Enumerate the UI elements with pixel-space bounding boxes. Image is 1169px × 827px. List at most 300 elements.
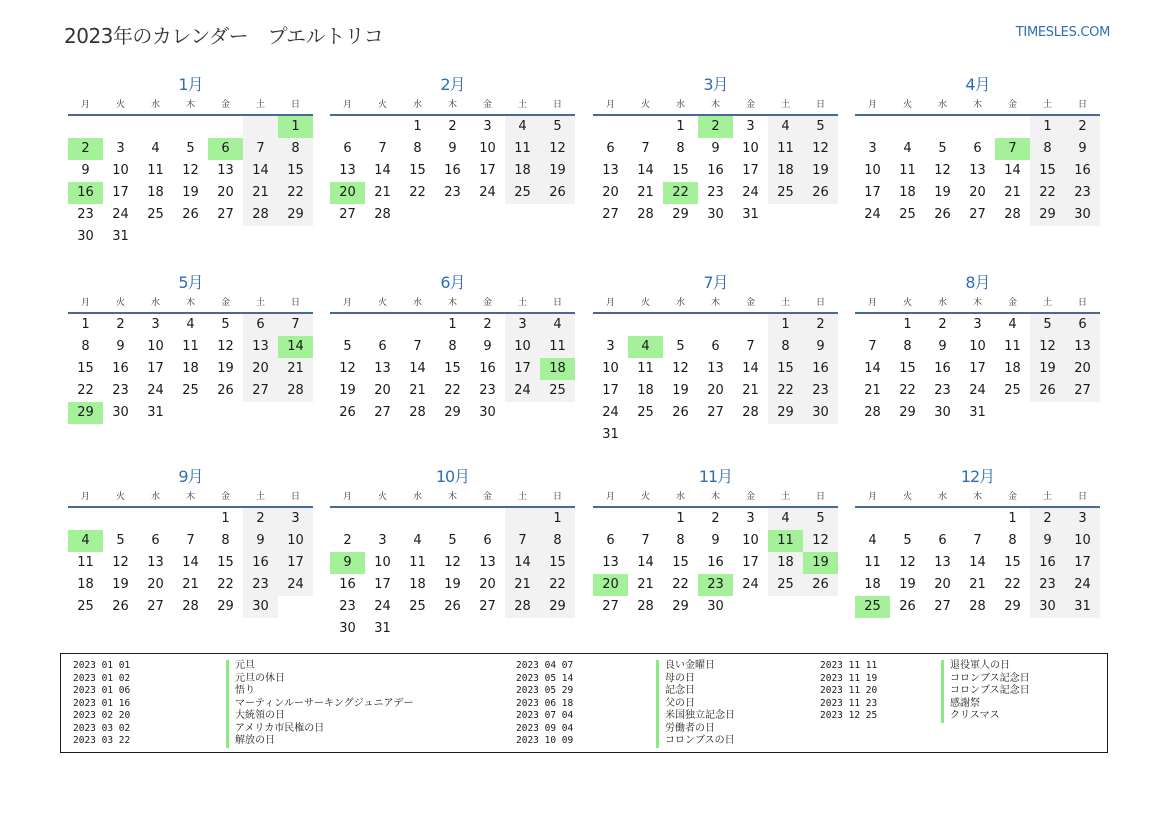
- day-cell[interactable]: 31: [1065, 596, 1100, 618]
- day-cell[interactable]: 23: [112, 383, 129, 398]
- day-cell[interactable]: 15: [672, 163, 689, 178]
- day-cell[interactable]: 23: [1065, 182, 1100, 204]
- day-cell[interactable]: 21: [505, 574, 540, 596]
- day-cell[interactable]: 9: [448, 141, 457, 156]
- day-cell[interactable]: 19: [803, 160, 838, 182]
- day-cell[interactable]: 5: [938, 141, 947, 156]
- day-cell[interactable]: 14: [278, 336, 313, 358]
- day-cell[interactable]: 22: [768, 380, 803, 402]
- day-cell[interactable]: 5: [343, 339, 352, 354]
- day-cell[interactable]: 16: [934, 361, 951, 376]
- day-cell[interactable]: 7: [378, 141, 387, 156]
- day-cell[interactable]: 16: [1030, 552, 1065, 574]
- day-cell[interactable]: 28: [1004, 207, 1021, 222]
- day-cell[interactable]: 15: [540, 552, 575, 574]
- day-cell[interactable]: 9: [116, 339, 125, 354]
- day-cell[interactable]: 26: [899, 599, 916, 614]
- day-cell[interactable]: 18: [147, 185, 164, 200]
- day-cell[interactable]: 12: [899, 555, 916, 570]
- day-cell[interactable]: 20: [147, 577, 164, 592]
- day-cell[interactable]: 27: [969, 207, 986, 222]
- day-cell[interactable]: 16: [707, 163, 724, 178]
- day-cell[interactable]: 25: [637, 405, 654, 420]
- day-cell[interactable]: 28: [243, 204, 278, 226]
- day-cell[interactable]: 15: [899, 361, 916, 376]
- day-cell[interactable]: 11: [540, 336, 575, 358]
- day-cell[interactable]: 6: [483, 533, 492, 548]
- day-cell[interactable]: 15: [1004, 555, 1021, 570]
- day-cell[interactable]: 23: [479, 383, 496, 398]
- day-cell[interactable]: 24: [278, 574, 313, 596]
- day-cell[interactable]: 22: [217, 577, 234, 592]
- day-cell[interactable]: 19: [182, 185, 199, 200]
- day-cell[interactable]: 24: [505, 380, 540, 402]
- day-cell[interactable]: 29: [540, 596, 575, 618]
- day-cell[interactable]: 4: [903, 141, 912, 156]
- day-cell[interactable]: 10: [479, 141, 496, 156]
- day-cell[interactable]: 15: [77, 361, 94, 376]
- day-cell[interactable]: 14: [409, 361, 426, 376]
- day-cell[interactable]: 12: [182, 163, 199, 178]
- day-cell[interactable]: 2: [711, 511, 720, 526]
- day-cell[interactable]: 21: [409, 383, 426, 398]
- day-cell[interactable]: 25: [409, 599, 426, 614]
- day-cell[interactable]: 12: [217, 339, 234, 354]
- day-cell[interactable]: 18: [768, 552, 803, 574]
- day-cell[interactable]: 4: [768, 508, 803, 530]
- day-cell[interactable]: 9: [243, 530, 278, 552]
- day-cell[interactable]: 21: [969, 577, 986, 592]
- day-cell[interactable]: 6: [378, 339, 387, 354]
- day-cell[interactable]: 8: [81, 339, 90, 354]
- day-cell[interactable]: 7: [973, 533, 982, 548]
- day-cell[interactable]: 28: [182, 599, 199, 614]
- day-cell[interactable]: 9: [803, 336, 838, 358]
- day-cell[interactable]: 17: [742, 555, 759, 570]
- day-cell[interactable]: 20: [243, 358, 278, 380]
- day-cell[interactable]: 29: [672, 599, 689, 614]
- day-cell[interactable]: 19: [444, 577, 461, 592]
- day-cell[interactable]: 2: [1065, 116, 1100, 138]
- day-cell[interactable]: 21: [637, 185, 654, 200]
- day-cell[interactable]: 28: [742, 405, 759, 420]
- day-cell[interactable]: 25: [855, 596, 890, 618]
- day-cell[interactable]: 5: [803, 508, 838, 530]
- day-cell[interactable]: 6: [711, 339, 720, 354]
- day-cell[interactable]: 30: [707, 207, 724, 222]
- day-cell[interactable]: 25: [1004, 383, 1021, 398]
- day-cell[interactable]: 26: [182, 207, 199, 222]
- day-cell[interactable]: 21: [182, 577, 199, 592]
- day-cell[interactable]: 4: [868, 533, 877, 548]
- day-cell[interactable]: 21: [742, 383, 759, 398]
- day-cell[interactable]: 13: [147, 555, 164, 570]
- day-cell[interactable]: 4: [628, 336, 663, 358]
- day-cell[interactable]: 7: [641, 533, 650, 548]
- day-cell[interactable]: 17: [112, 185, 129, 200]
- day-cell[interactable]: 12: [540, 138, 575, 160]
- day-cell[interactable]: 29: [278, 204, 313, 226]
- day-cell[interactable]: 16: [803, 358, 838, 380]
- day-cell[interactable]: 30: [339, 621, 356, 636]
- day-cell[interactable]: 7: [995, 138, 1030, 160]
- day-cell[interactable]: 17: [479, 163, 496, 178]
- day-cell[interactable]: 12: [1030, 336, 1065, 358]
- day-cell[interactable]: 19: [339, 383, 356, 398]
- day-cell[interactable]: 29: [899, 405, 916, 420]
- day-cell[interactable]: 22: [1030, 182, 1065, 204]
- day-cell[interactable]: 3: [151, 317, 160, 332]
- day-cell[interactable]: 26: [672, 405, 689, 420]
- day-cell[interactable]: 10: [742, 141, 759, 156]
- day-cell[interactable]: 18: [768, 160, 803, 182]
- day-cell[interactable]: 15: [217, 555, 234, 570]
- day-cell[interactable]: 5: [221, 317, 230, 332]
- day-cell[interactable]: 6: [208, 138, 243, 160]
- day-cell[interactable]: 12: [112, 555, 129, 570]
- day-cell[interactable]: 17: [505, 358, 540, 380]
- day-cell[interactable]: 15: [278, 160, 313, 182]
- day-cell[interactable]: 26: [217, 383, 234, 398]
- day-cell[interactable]: 5: [116, 533, 125, 548]
- day-cell[interactable]: 4: [768, 116, 803, 138]
- day-cell[interactable]: 24: [374, 599, 391, 614]
- day-cell[interactable]: 1: [676, 119, 685, 134]
- day-cell[interactable]: 28: [278, 380, 313, 402]
- day-cell[interactable]: 21: [278, 358, 313, 380]
- day-cell[interactable]: 18: [1004, 361, 1021, 376]
- day-cell[interactable]: 23: [1030, 574, 1065, 596]
- day-cell[interactable]: 17: [969, 361, 986, 376]
- day-cell[interactable]: 14: [637, 163, 654, 178]
- day-cell[interactable]: 30: [934, 405, 951, 420]
- day-cell[interactable]: 19: [899, 577, 916, 592]
- day-cell[interactable]: 11: [147, 163, 164, 178]
- day-cell[interactable]: 30: [1065, 204, 1100, 226]
- day-cell[interactable]: 19: [112, 577, 129, 592]
- day-cell[interactable]: 4: [413, 533, 422, 548]
- day-cell[interactable]: 27: [147, 599, 164, 614]
- day-cell[interactable]: 13: [602, 163, 619, 178]
- day-cell[interactable]: 14: [1004, 163, 1021, 178]
- day-cell[interactable]: 18: [540, 358, 575, 380]
- day-cell[interactable]: 23: [934, 383, 951, 398]
- day-cell[interactable]: 1: [768, 314, 803, 336]
- day-cell[interactable]: 3: [746, 511, 755, 526]
- day-cell[interactable]: 6: [1065, 314, 1100, 336]
- day-cell[interactable]: 5: [676, 339, 685, 354]
- day-cell[interactable]: 18: [637, 383, 654, 398]
- day-cell[interactable]: 29: [672, 207, 689, 222]
- day-cell[interactable]: 22: [899, 383, 916, 398]
- day-cell[interactable]: 1: [221, 511, 230, 526]
- day-cell[interactable]: 25: [147, 207, 164, 222]
- day-cell[interactable]: 18: [864, 577, 881, 592]
- day-cell[interactable]: 6: [973, 141, 982, 156]
- day-cell[interactable]: 11: [637, 361, 654, 376]
- day-cell[interactable]: 12: [803, 530, 838, 552]
- day-cell[interactable]: 2: [68, 138, 103, 160]
- day-cell[interactable]: 21: [243, 182, 278, 204]
- day-cell[interactable]: 24: [479, 185, 496, 200]
- day-cell[interactable]: 30: [1030, 596, 1065, 618]
- day-cell[interactable]: 7: [186, 533, 195, 548]
- day-cell[interactable]: 18: [505, 160, 540, 182]
- day-cell[interactable]: 20: [602, 185, 619, 200]
- day-cell[interactable]: 10: [602, 361, 619, 376]
- day-cell[interactable]: 1: [1030, 116, 1065, 138]
- day-cell[interactable]: 13: [217, 163, 234, 178]
- day-cell[interactable]: 22: [444, 383, 461, 398]
- day-cell[interactable]: 24: [742, 185, 759, 200]
- day-cell[interactable]: 16: [1065, 160, 1100, 182]
- day-cell[interactable]: 2: [116, 317, 125, 332]
- day-cell[interactable]: 23: [77, 207, 94, 222]
- day-cell[interactable]: 26: [540, 182, 575, 204]
- day-cell[interactable]: 15: [768, 358, 803, 380]
- day-cell[interactable]: 16: [339, 577, 356, 592]
- day-cell[interactable]: 9: [938, 339, 947, 354]
- day-cell[interactable]: 2: [803, 314, 838, 336]
- day-cell[interactable]: 24: [602, 405, 619, 420]
- day-cell[interactable]: 4: [68, 530, 103, 552]
- day-cell[interactable]: 17: [278, 552, 313, 574]
- day-cell[interactable]: 21: [864, 383, 881, 398]
- day-cell[interactable]: 26: [444, 599, 461, 614]
- day-cell[interactable]: 15: [409, 163, 426, 178]
- day-cell[interactable]: 13: [374, 361, 391, 376]
- day-cell[interactable]: 15: [1030, 160, 1065, 182]
- day-cell[interactable]: 9: [711, 141, 720, 156]
- day-cell[interactable]: 11: [899, 163, 916, 178]
- day-cell[interactable]: 24: [969, 383, 986, 398]
- day-cell[interactable]: 5: [1030, 314, 1065, 336]
- day-cell[interactable]: 16: [68, 182, 103, 204]
- day-cell[interactable]: 20: [217, 185, 234, 200]
- day-cell[interactable]: 20: [330, 182, 365, 204]
- day-cell[interactable]: 13: [1065, 336, 1100, 358]
- day-cell[interactable]: 21: [637, 577, 654, 592]
- day-cell[interactable]: 26: [1030, 380, 1065, 402]
- day-cell[interactable]: 13: [707, 361, 724, 376]
- day-cell[interactable]: 30: [479, 405, 496, 420]
- day-cell[interactable]: 25: [899, 207, 916, 222]
- day-cell[interactable]: 3: [378, 533, 387, 548]
- day-cell[interactable]: 5: [186, 141, 195, 156]
- day-cell[interactable]: 19: [217, 361, 234, 376]
- day-cell[interactable]: 20: [1065, 358, 1100, 380]
- day-cell[interactable]: 16: [243, 552, 278, 574]
- day-cell[interactable]: 6: [606, 533, 615, 548]
- day-cell[interactable]: 3: [746, 119, 755, 134]
- day-cell[interactable]: 19: [540, 160, 575, 182]
- day-cell[interactable]: 3: [505, 314, 540, 336]
- day-cell[interactable]: 7: [746, 339, 755, 354]
- day-cell[interactable]: 27: [479, 599, 496, 614]
- day-cell[interactable]: 17: [1065, 552, 1100, 574]
- day-cell[interactable]: 9: [1030, 530, 1065, 552]
- day-cell[interactable]: 10: [147, 339, 164, 354]
- day-cell[interactable]: 25: [540, 380, 575, 402]
- day-cell[interactable]: 10: [278, 530, 313, 552]
- day-cell[interactable]: 1: [1008, 511, 1017, 526]
- day-cell[interactable]: 6: [343, 141, 352, 156]
- day-cell[interactable]: 7: [868, 339, 877, 354]
- day-cell[interactable]: 22: [278, 182, 313, 204]
- day-cell[interactable]: 1: [413, 119, 422, 134]
- day-cell[interactable]: 25: [768, 182, 803, 204]
- day-cell[interactable]: 11: [1004, 339, 1021, 354]
- day-cell[interactable]: 30: [243, 596, 278, 618]
- day-cell[interactable]: 11: [768, 530, 803, 552]
- day-cell[interactable]: 9: [711, 533, 720, 548]
- day-cell[interactable]: 7: [278, 314, 313, 336]
- day-cell[interactable]: 22: [540, 574, 575, 596]
- day-cell[interactable]: 2: [698, 116, 733, 138]
- day-cell[interactable]: 18: [899, 185, 916, 200]
- day-cell[interactable]: 17: [374, 577, 391, 592]
- day-cell[interactable]: 6: [243, 314, 278, 336]
- day-cell[interactable]: 28: [409, 405, 426, 420]
- day-cell[interactable]: 24: [147, 383, 164, 398]
- day-cell[interactable]: 14: [505, 552, 540, 574]
- day-cell[interactable]: 1: [278, 116, 313, 138]
- day-cell[interactable]: 21: [1004, 185, 1021, 200]
- day-cell[interactable]: 13: [969, 163, 986, 178]
- day-cell[interactable]: 24: [742, 577, 759, 592]
- day-cell[interactable]: 2: [243, 508, 278, 530]
- day-cell[interactable]: 27: [934, 599, 951, 614]
- day-cell[interactable]: 19: [672, 383, 689, 398]
- day-cell[interactable]: 30: [112, 405, 129, 420]
- day-cell[interactable]: 1: [540, 508, 575, 530]
- day-cell[interactable]: 11: [768, 138, 803, 160]
- day-cell[interactable]: 29: [444, 405, 461, 420]
- day-cell[interactable]: 27: [1065, 380, 1100, 402]
- day-cell[interactable]: 22: [663, 182, 698, 204]
- day-cell[interactable]: 26: [934, 207, 951, 222]
- day-cell[interactable]: 10: [112, 163, 129, 178]
- day-cell[interactable]: 28: [374, 207, 391, 222]
- day-cell[interactable]: 22: [1004, 577, 1021, 592]
- day-cell[interactable]: 29: [217, 599, 234, 614]
- day-cell[interactable]: 23: [444, 185, 461, 200]
- day-cell[interactable]: 3: [973, 317, 982, 332]
- day-cell[interactable]: 2: [483, 317, 492, 332]
- day-cell[interactable]: 10: [864, 163, 881, 178]
- day-cell[interactable]: 14: [243, 160, 278, 182]
- day-cell[interactable]: 1: [448, 317, 457, 332]
- day-cell[interactable]: 10: [742, 533, 759, 548]
- day-cell[interactable]: 8: [278, 138, 313, 160]
- day-cell[interactable]: 14: [182, 555, 199, 570]
- day-cell[interactable]: 24: [112, 207, 129, 222]
- day-cell[interactable]: 29: [68, 402, 103, 424]
- day-cell[interactable]: 13: [243, 336, 278, 358]
- day-cell[interactable]: 14: [969, 555, 986, 570]
- day-cell[interactable]: 25: [77, 599, 94, 614]
- day-cell[interactable]: 2: [1030, 508, 1065, 530]
- day-cell[interactable]: 4: [186, 317, 195, 332]
- day-cell[interactable]: 26: [803, 574, 838, 596]
- day-cell[interactable]: 16: [479, 361, 496, 376]
- day-cell[interactable]: 13: [339, 163, 356, 178]
- day-cell[interactable]: 8: [676, 533, 685, 548]
- day-cell[interactable]: 31: [742, 207, 759, 222]
- day-cell[interactable]: 28: [637, 599, 654, 614]
- day-cell[interactable]: 3: [606, 339, 615, 354]
- day-cell[interactable]: 2: [448, 119, 457, 134]
- day-cell[interactable]: 8: [1008, 533, 1017, 548]
- day-cell[interactable]: 11: [409, 555, 426, 570]
- day-cell[interactable]: 1: [676, 511, 685, 526]
- day-cell[interactable]: 13: [934, 555, 951, 570]
- day-cell[interactable]: 29: [1004, 599, 1021, 614]
- day-cell[interactable]: 8: [676, 141, 685, 156]
- day-cell[interactable]: 3: [868, 141, 877, 156]
- day-cell[interactable]: 28: [864, 405, 881, 420]
- day-cell[interactable]: 28: [637, 207, 654, 222]
- day-cell[interactable]: 2: [938, 317, 947, 332]
- day-cell[interactable]: 19: [934, 185, 951, 200]
- day-cell[interactable]: 9: [330, 552, 365, 574]
- day-cell[interactable]: 23: [803, 380, 838, 402]
- day-cell[interactable]: 10: [1065, 530, 1100, 552]
- day-cell[interactable]: 8: [1030, 138, 1065, 160]
- day-cell[interactable]: 30: [707, 599, 724, 614]
- day-cell[interactable]: 30: [77, 229, 94, 244]
- day-cell[interactable]: 15: [672, 555, 689, 570]
- day-cell[interactable]: 28: [505, 596, 540, 618]
- day-cell[interactable]: 31: [147, 405, 164, 420]
- day-cell[interactable]: 12: [803, 138, 838, 160]
- day-cell[interactable]: 3: [116, 141, 125, 156]
- day-cell[interactable]: 12: [672, 361, 689, 376]
- day-cell[interactable]: 7: [413, 339, 422, 354]
- day-cell[interactable]: 20: [707, 383, 724, 398]
- day-cell[interactable]: 30: [803, 402, 838, 424]
- day-cell[interactable]: 27: [707, 405, 724, 420]
- day-cell[interactable]: 31: [602, 427, 619, 442]
- day-cell[interactable]: 9: [1065, 138, 1100, 160]
- day-cell[interactable]: 18: [182, 361, 199, 376]
- day-cell[interactable]: 13: [602, 555, 619, 570]
- day-cell[interactable]: 4: [540, 314, 575, 336]
- day-cell[interactable]: 18: [77, 577, 94, 592]
- day-cell[interactable]: 4: [505, 116, 540, 138]
- day-cell[interactable]: 17: [864, 185, 881, 200]
- day-cell[interactable]: 22: [77, 383, 94, 398]
- day-cell[interactable]: 8: [768, 336, 803, 358]
- day-cell[interactable]: 23: [707, 185, 724, 200]
- day-cell[interactable]: 8: [448, 339, 457, 354]
- day-cell[interactable]: 12: [339, 361, 356, 376]
- day-cell[interactable]: 5: [540, 116, 575, 138]
- day-cell[interactable]: 27: [374, 405, 391, 420]
- day-cell[interactable]: 26: [112, 599, 129, 614]
- day-cell[interactable]: 10: [969, 339, 986, 354]
- day-cell[interactable]: 20: [934, 577, 951, 592]
- day-cell[interactable]: 31: [112, 229, 129, 244]
- day-cell[interactable]: 11: [864, 555, 881, 570]
- site-logo[interactable]: TIMESLES.COM: [1015, 25, 1110, 40]
- day-cell[interactable]: 10: [374, 555, 391, 570]
- day-cell[interactable]: 7: [505, 530, 540, 552]
- day-cell[interactable]: 14: [637, 555, 654, 570]
- day-cell[interactable]: 8: [540, 530, 575, 552]
- day-cell[interactable]: 20: [593, 574, 628, 596]
- day-cell[interactable]: 11: [77, 555, 94, 570]
